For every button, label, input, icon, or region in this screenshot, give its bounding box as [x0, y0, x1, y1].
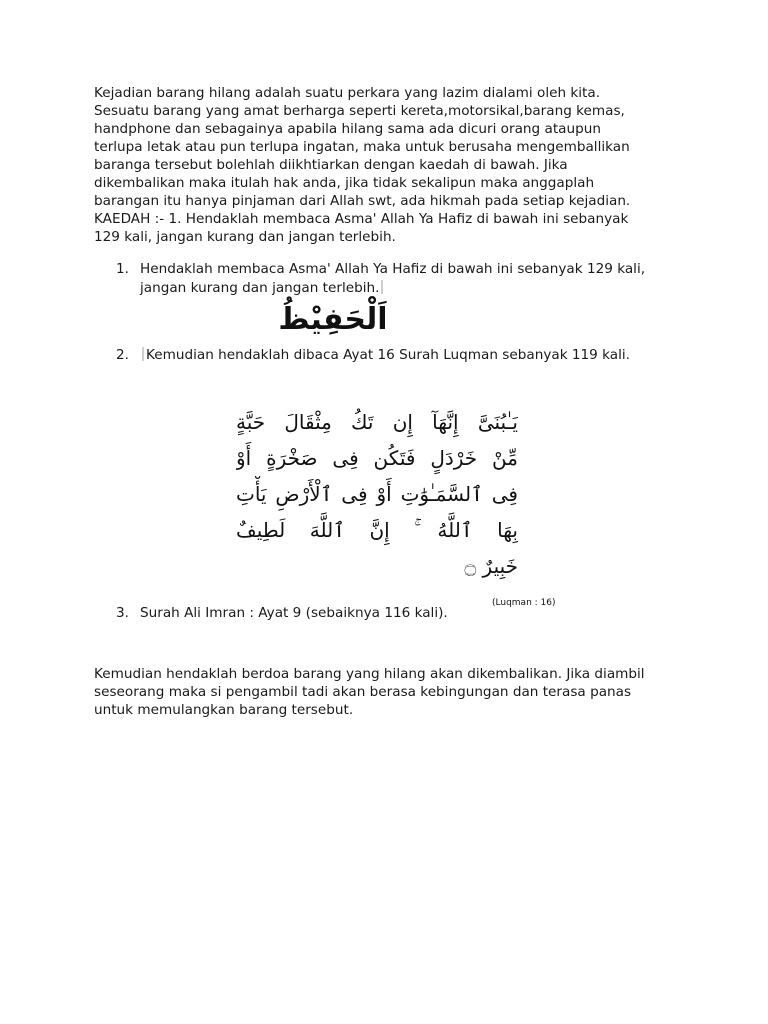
closing-line: untuk memulangkan barang tersebut. [94, 702, 354, 718]
closing-line: seseorang maka si pengambil tadi akan berasa kebingungan dan terasa panas [94, 684, 632, 700]
intro-line: terlupa letak atau pun terlupa ingatan, maka untuk berusaha mengemballikan [94, 139, 630, 155]
intro-line: 129 kali, jangan kurang dan jangan terlebih. [94, 229, 396, 245]
intro-line: baranga tersebut bolehlah diikhtiarkan dengan kaedah di bawah. Jika [94, 157, 568, 173]
text-cursor-mark [142, 347, 144, 361]
closing-line: Kemudian hendaklah berdoa barang yang hilang akan dikembalikan. Jika diambil [94, 666, 645, 682]
list-item-1 [116, 260, 645, 298]
intro-line: KAEDAH :- 1. Hendaklah membaca Asma' Allah Ya Hafiz di bawah ini sebanyak [94, 211, 629, 227]
list-text-line: jangan kurang dan jangan terlebih. [140, 280, 380, 296]
list-number: 3. [116, 605, 129, 621]
intro-line: handphone dan sebagainya apabila hilang sama ada dicuri orang ataupun [94, 121, 601, 137]
arabic-asma-hafiz: اَلْحَفِيْظُ [278, 302, 388, 337]
closing-paragraph [94, 665, 694, 719]
ayat-reference-label: (Luqman : 16) [492, 598, 556, 608]
intro-line: dikembalikan maka itulah hak anda, jika tidak sekalipun maka anggaplah [94, 175, 595, 191]
intro-paragraph [94, 84, 694, 246]
text-cursor-mark [381, 280, 383, 294]
list-text-line: Hendaklah membaca Asma' Allah Ya Hafiz di bawah ini sebanyak 129 kali, [140, 261, 646, 277]
list-item-3 [116, 604, 448, 623]
intro-line: Kejadian barang hilang adalah suatu perkara yang lazim dialami oleh kita. [94, 85, 601, 101]
ayat-line: فِى ٱلسَّمَـٰوَٰتِ أَوْ فِى ٱلْأَرْضِ يَأْتِ [236, 482, 518, 506]
ayat-line: مِّنْ خَرْدَلٍ فَتَكُن فِى صَخْرَةٍ أَوْ [236, 446, 518, 470]
list-number: 1. [116, 261, 129, 277]
list-item-2 [116, 346, 630, 365]
intro-line: Sesuatu barang yang amat berharga seperti kereta,motorsikal,barang kemas, [94, 103, 625, 119]
ayat-line: بِهَا ٱللَّهُ ۚ إِنَّ ٱللَّهَ لَطِيفٌ [236, 518, 518, 542]
list-text-line: Kemudian hendaklah dibaca Ayat 16 Surah Luqman sebanyak 119 kali. [146, 347, 630, 363]
list-text-line: Surah Ali Imran : Ayat 9 (sebaiknya 116 kali). [140, 605, 448, 621]
arabic-ayat-luqman-16 [236, 404, 518, 584]
ayat-line: خَبِيرٌ ۝ [464, 554, 518, 578]
ayat-line: يَـٰبُنَىَّ إِنَّهَآ إِن تَكُ مِثْقَالَ حَبَّةٍ [236, 410, 518, 434]
intro-line: barangan itu hanya pinjaman dari Allah swt, ada hikmah pada setiap kejadian. [94, 193, 631, 209]
list-number: 2. [116, 347, 129, 363]
